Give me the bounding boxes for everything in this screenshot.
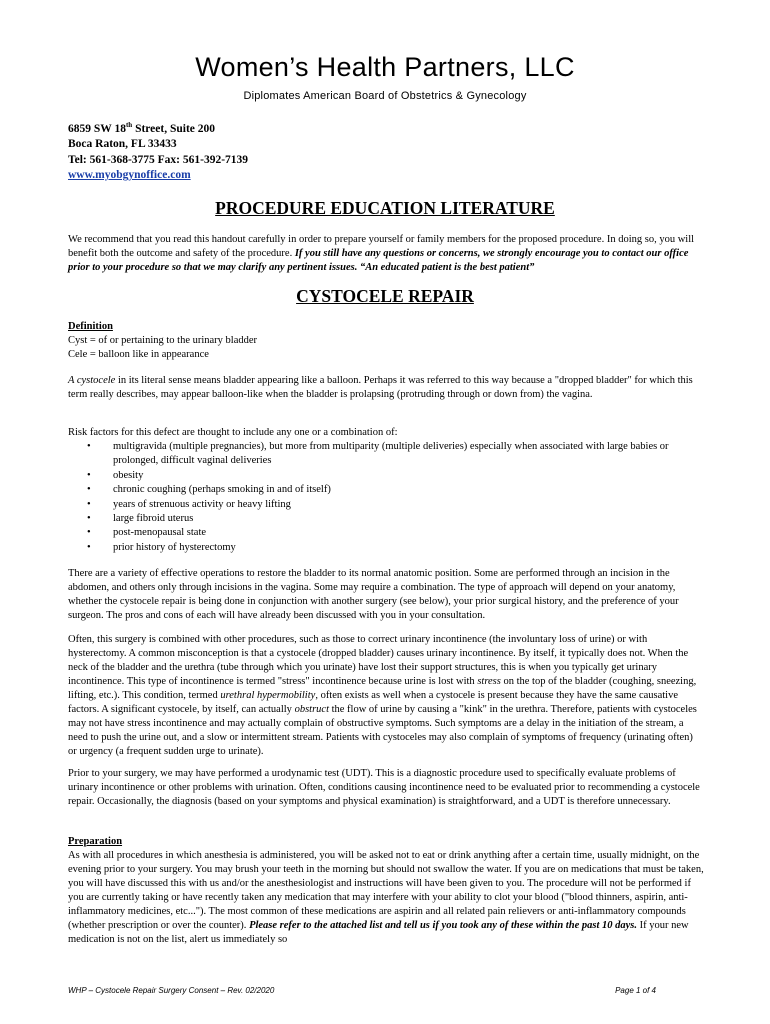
preparation-paragraph: As with all procedures in which anesthesia is administered, you will be asked not to eat or drink anything after a certain time, usually midnight, on the evening prior to your surgery. You may brush your teeth in the morning but should not swallow the water. If you are on medications that must be taken, you will have discussed this with us and/or the anesthesiologist and instructions will have been given to you. The procedure will not be performed if you are currently taking or have recently taken any medication that may interfere with your ability to clot your blood ("blood thinners, aspirin, anti-inflammatory medicines, etc..."). The most common of these medications are aspirin and all related pain relievers or anti-inflammatory compounds (whether prescription or over the counter). Please refer to the attached list and tell us if you took any of these within the past 10 days. If your new medication is not on the list, alert us immediately so bbox=[68, 850, 704, 945]
document-title: PROCEDURE EDUCATION LITERATURE bbox=[215, 198, 555, 218]
list-item: • prior history of hysterectomy bbox=[68, 541, 704, 555]
footer-page-number: Page 1 of 4 bbox=[615, 986, 656, 995]
practice-subtitle: Diplomates American Board of Obstetrics & Gynecology bbox=[243, 90, 527, 102]
risk-intro: Risk factors for this defect are thought to include any one or a combination of: bbox=[68, 427, 398, 438]
operations-paragraph: There are a variety of effective operations to restore the bladder to its normal anatomic position. Some are performed through an incision in the abdomen, and others only through incisions in the vagina. Some may require a combination. The type of approach will depend on your anatomy, whether the cystocele repair is being done in conjunction with another surgery (see below), your prior surgical history, and the preference of your surgeon. The pros and cons of each will have already been discussed with you in your consultation. bbox=[68, 568, 679, 621]
definition-heading: Definition bbox=[68, 321, 113, 332]
footer-document-id: WHP – Cystocele Repair Surgery Consent – Rev. 02/2020 bbox=[68, 986, 275, 995]
list-item: • chronic coughing (perhaps smoking in and of itself) bbox=[68, 483, 704, 497]
definition-line: Cele = balloon like in appearance bbox=[68, 349, 209, 360]
definition-block bbox=[68, 320, 704, 362]
risk-factor-list bbox=[68, 440, 704, 555]
address-street: 6859 SW 18th Street, Suite 200 bbox=[68, 121, 216, 135]
list-item: • years of strenuous activity or heavy lifting bbox=[68, 498, 704, 512]
definition-line: Cyst = of or pertaining to the urinary bladder bbox=[68, 335, 258, 346]
preparation-section bbox=[68, 835, 704, 947]
preparation-heading: Preparation bbox=[68, 836, 123, 847]
phone-fax: Tel: 561-368-3775 Fax: 561-392-7139 bbox=[68, 153, 249, 166]
procedure-title: CYSTOCELE REPAIR bbox=[296, 286, 474, 306]
address-block bbox=[68, 118, 248, 184]
intro-paragraph: We recommend that you read this handout carefully in order to prepare yourself or family members for the proposed procedure. In doing so, you will benefit both the outcome and safety of the procedure. If you still have any questions or concerns, we strongly encourage you to contact our office prior to your procedure so that we may clarify any pertinent issues. “An educated patient is the best patient” bbox=[68, 234, 695, 273]
website-link[interactable]: www.myobgynoffice.com bbox=[68, 169, 191, 182]
cystocele-paragraph: A cystocele in its literal sense means bladder appearing like a balloon. Perhaps it was referred to this way because a "dropped bladder" for which this term really describes, may appear balloon-like when the bladder is prolapsing (protruding through or down from) the vagina. bbox=[68, 375, 693, 400]
list-item: • obesity bbox=[68, 469, 704, 483]
practice-name: Women’s Health Partners, LLC bbox=[195, 52, 575, 82]
udt-paragraph: Prior to your surgery, we may have performed a urodynamic test (UDT). This is a diagnostic procedure used to specifically evaluate problems of urinary incontinence or other problems with urination. Often, conditions causing incontinence need to be evaluated prior to recommending a cystocele repair. Occasionally, the diagnosis (based on your symptoms and physical examination) is straightforward, and a UDT is therefore unnecessary. bbox=[68, 768, 700, 807]
combined-procedures-paragraph: Often, this surgery is combined with other procedures, such as those to correct urinary incontinence (the involuntary loss of urine) or with hysterectomy. A common misconception is that a cystocele (dropped bladder) causes urinary incontinence. By itself, it typically does not. When the neck of the bladder and the urethra (tube through which you urinate) have lost their support structures, this is when you typically get urinary incontinence. This type of incontinence is termed "stress" incontinence because urine is lost with stress on the top of the bladder (coughing, sneezing, lifting, etc.). This condition, termed urethral hypermobility, often exists as well when a cystocele is present because they have the same causative factors. A significant cystocele, by itself, can actually obstruct the flow of urine by causing a "kink" in the urethra. Therefore, patients with cystoceles may not have stress incontinence and may actually complain of obstructive symptoms. Such symptoms are a delay in the initiation of the stream, a need to push the urine out, and a slow or intermittent stream. Patients with cystoceles may also complain of symptoms of frequency (urinating often) or urgency (a frequent sudden urge to urinate). bbox=[68, 634, 697, 757]
list-item: • multigravida (multiple pregnancies), but more from multiparity (multiple deliveries) especially when associated with large babies or prolonged, difficult vaginal deliveries bbox=[68, 440, 704, 469]
address-city: Boca Raton, FL 33433 bbox=[68, 138, 177, 151]
list-item: • post-menopausal state bbox=[68, 526, 704, 540]
list-item: • large fibroid uterus bbox=[68, 512, 704, 526]
